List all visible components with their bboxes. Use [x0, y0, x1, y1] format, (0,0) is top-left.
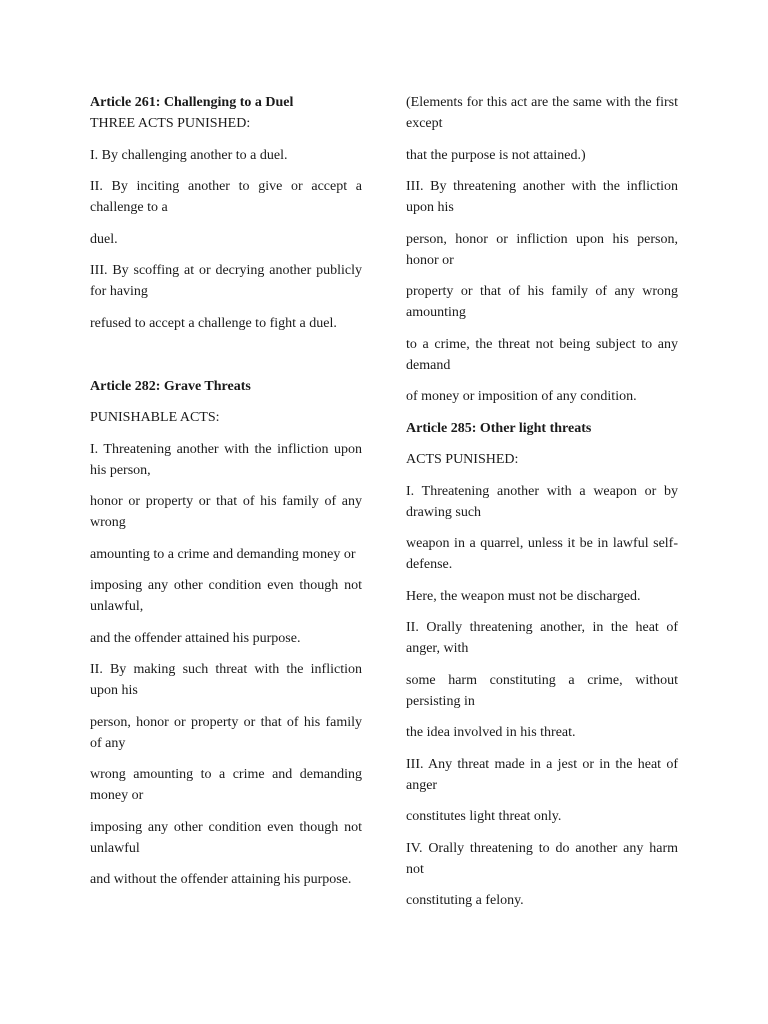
paragraph: I. By challenging another to a duel. [90, 147, 288, 163]
paragraph: ACTS PUNISHED: [406, 452, 519, 467]
paragraph: IV. Orally threatening to do another any harm not [406, 840, 678, 877]
paragraph: wrong amounting to a crime and demanding money or [90, 767, 362, 803]
paragraph: that the purpose is not attained.) [406, 147, 586, 163]
paragraph: III. Any threat made in a jest or in the heat of anger [406, 756, 678, 793]
paragraph: II. By making such threat with the infliction upon his [90, 662, 362, 698]
paragraph: and the offender attained his purpose. [90, 630, 301, 646]
article-261-heading: Article 261: Challenging to a Duel [90, 95, 294, 110]
paragraph: III. By scoffing at or decrying another publicly for having [90, 263, 362, 299]
paragraph: imposing any other condition even though not unlawful [90, 819, 362, 856]
paragraph: I. Threatening another with a weapon or by drawing such [406, 483, 678, 520]
paragraph: the idea involved in his threat. [406, 725, 576, 740]
paragraph: weapon in a quarrel, unless it be in lawful self-defense. [406, 536, 678, 572]
paragraph: property or that of his family of any wrong amounting [406, 284, 678, 320]
paragraph: II. Orally threatening another, in the heat of anger, with [406, 620, 678, 656]
paragraph: I. Threatening another with the infliction upon his person, [90, 441, 362, 478]
paragraph: II. By inciting another to give or accept a challenge to a [90, 179, 362, 215]
left-column [90, 92, 362, 901]
paragraph: PUNISHABLE ACTS: [90, 410, 220, 425]
article-282-heading: Article 282: Grave Threats [90, 378, 251, 394]
blank-line [90, 344, 362, 365]
paragraph: duel. [90, 231, 118, 247]
right-column [406, 92, 678, 922]
paragraph: (Elements for this act are the same with the first except [406, 95, 678, 131]
paragraph: constituting a felony. [406, 893, 524, 908]
paragraph: person, honor or property or that of his family of any [90, 714, 362, 751]
paragraph: of money or imposition of any condition. [406, 389, 637, 404]
paragraph: Here, the weapon must not be discharged. [406, 588, 641, 604]
paragraph: III. By threatening another with the infliction upon his [406, 179, 678, 215]
paragraph: amounting to a crime and demanding money or [90, 546, 356, 562]
paragraph: some harm constituting a crime, without persisting in [406, 672, 678, 709]
paragraph: to a crime, the threat not being subject to any demand [406, 336, 678, 373]
article-285-heading: Article 285: Other light threats [406, 420, 592, 436]
paragraph: imposing any other condition even though not unlawful, [90, 578, 362, 614]
paragraph: person, honor or infliction upon his person, honor or [406, 231, 678, 268]
paragraph: honor or property or that of his family of any wrong [90, 494, 362, 530]
paragraph: and without the offender attaining his purpose. [90, 872, 352, 887]
paragraph: constitutes light threat only. [406, 809, 562, 824]
paragraph: refused to accept a challenge to fight a duel. [90, 315, 337, 331]
article-261-subheading: THREE ACTS PUNISHED: [90, 116, 251, 131]
